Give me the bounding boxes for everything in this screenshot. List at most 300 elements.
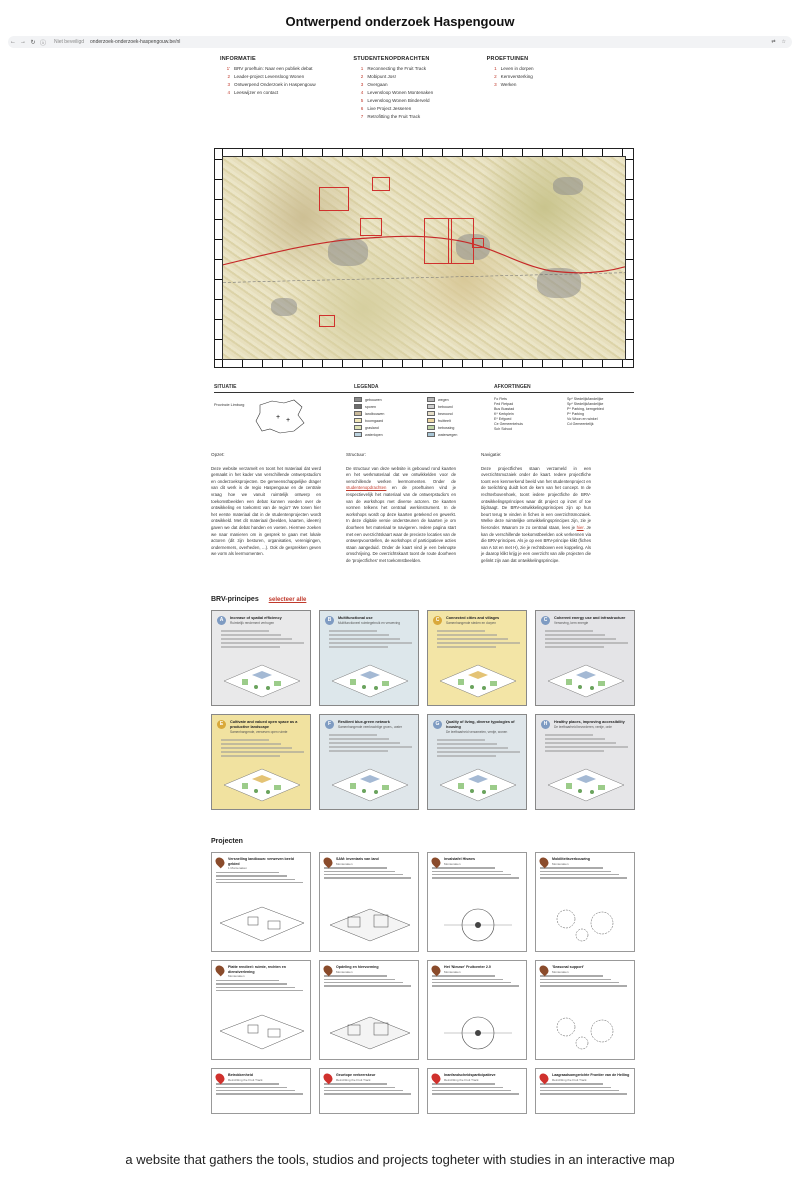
project-description: [540, 867, 630, 878]
nav-col-informatie: [220, 56, 353, 121]
legend-item: [427, 425, 494, 430]
project-description: [216, 1083, 306, 1094]
text-line: [329, 746, 412, 748]
legenda-heading: LEGENDA: [354, 384, 494, 393]
text-line: [221, 751, 304, 753]
brv-card-c[interactable]: [535, 610, 635, 706]
project-description: [216, 872, 306, 883]
text-line: [324, 982, 403, 984]
project-title: Inanfandscheidsparticipatieve: [444, 1073, 496, 1077]
nav-item-number: 4: [227, 90, 230, 95]
brv-card-title: Multifunctional use: [338, 616, 373, 620]
text-line: [437, 743, 497, 745]
text-line: [329, 638, 400, 640]
text-line: [432, 871, 503, 873]
text-line: [540, 985, 627, 987]
map-ruler-bottom: [222, 360, 626, 367]
legend-label: fruitteelt: [438, 418, 451, 423]
projects-grid: [211, 852, 635, 1114]
brv-letter-badge: C: [433, 616, 442, 625]
legend-item: [354, 411, 421, 416]
text-line: [216, 1083, 279, 1085]
brv-card-bullets: [433, 739, 521, 757]
text-line: [540, 871, 611, 873]
brv-heading: [211, 596, 306, 603]
text-line: [216, 983, 287, 985]
text-line: [329, 750, 388, 752]
brv-card-subtitle: Samenhangende steden en dorpen: [446, 621, 496, 625]
brv-letter-badge: E: [217, 720, 226, 729]
project-description: [324, 867, 414, 878]
nav-item-studenten[interactable]: [353, 65, 486, 73]
brv-card-h[interactable]: [535, 714, 635, 810]
nav-item-label: Reconnecting the Fruit Track: [367, 66, 427, 71]
brv-card-b[interactable]: [319, 610, 419, 706]
project-card[interactable]: [319, 1068, 419, 1114]
nav-col-proeftuinen: [487, 56, 620, 121]
text-line: [432, 874, 511, 876]
legend-label: grasland: [365, 425, 379, 430]
text-line: [437, 634, 497, 636]
studentenopdrachten-link[interactable]: studentenopdrachten: [346, 485, 387, 491]
text-line: [432, 1090, 511, 1092]
legend-swatch: [354, 418, 362, 423]
text-line: [324, 874, 403, 876]
browser-address-bar[interactable]: [8, 36, 792, 48]
text-line: [221, 743, 281, 745]
url-text[interactable]: onderzoek-onderzoek-haspengouw.be/nl: [90, 39, 181, 45]
abbreviation-entry: Fo Fiets: [494, 397, 507, 401]
opzet-heading: Opzet:: [211, 452, 225, 457]
brv-card-subtitle: Samenhangende, verweven open ruimte: [230, 730, 288, 734]
brv-card-title: Healthy places, improving accessibility: [554, 720, 625, 724]
navigatie-body: [481, 466, 591, 565]
image-caption: a website that gathers the tools, studios and projects togheter with studies in an interactive map: [125, 1152, 675, 1167]
nav-item-studenten[interactable]: [353, 89, 486, 97]
text-line: [324, 1083, 387, 1085]
legend-swatch: [354, 397, 362, 402]
text-line: [540, 1093, 627, 1095]
nav-item-number: 2: [494, 74, 497, 79]
nav-item-number: 7: [360, 114, 364, 119]
project-subtitle: Montenaken: [228, 974, 245, 979]
text-line: [545, 738, 605, 740]
bookmark-star-icon[interactable]: ☆: [781, 39, 786, 45]
brv-letter-badge: H: [541, 720, 550, 729]
project-subtitle: Montenaken: [552, 969, 569, 974]
nav-item-studenten[interactable]: [353, 113, 486, 121]
project-card[interactable]: [427, 852, 527, 952]
text-line: [221, 630, 269, 632]
map-pin-icon: [214, 964, 227, 977]
back-icon[interactable]: ←: [10, 39, 16, 45]
project-subtitle: Montenaken: [336, 969, 353, 974]
legend-item: [354, 418, 421, 423]
map-ruler-left: [215, 156, 222, 360]
brv-card-subtitle: Ruimtelijk rendement verhogen: [230, 621, 275, 625]
structuur-text-a: De structuur van deze website is gebouwd rond kaarten en het werkmateriaal dat we ontwikkelden voor de verschillende werken leermomenten. Onder de: [346, 465, 456, 484]
nav-item-label: Levensloog Wonen Binderveld: [367, 98, 430, 103]
text-line: [221, 634, 281, 636]
brv-card-title: Connected cities and villages: [446, 616, 500, 620]
nav-item-label: Live Project Jesseren: [367, 106, 412, 111]
text-line: [437, 630, 485, 632]
project-area-box[interactable]: [448, 218, 474, 264]
legend-label: sporen: [365, 404, 376, 409]
legend-swatch: [427, 418, 435, 423]
project-description: [216, 980, 306, 991]
text-line: [216, 1087, 287, 1089]
brv-card-g[interactable]: [427, 714, 527, 810]
interactive-map[interactable]: [214, 148, 634, 368]
nav-item-label: Leader-project Levensloog Wonen: [234, 74, 305, 79]
nav-item-label: Retrofitting the Fruit Track: [367, 114, 421, 119]
text-line: [216, 882, 303, 884]
project-subtitle: Retrofitting the Fruit Track: [228, 1077, 263, 1082]
project-title: Invalstafel Hiswes: [444, 857, 475, 861]
project-subtitle: Montenaken: [336, 861, 353, 866]
text-line: [324, 871, 395, 873]
nav-heading-informatie: INFORMATIE: [220, 56, 256, 62]
structuur-text-b: en de proeftuinen vind je respectievelijk het materiaal van de ontwerpstudio's en van de workshops met diverse actoren. De kaarten vormen telkens het centraal werkinstrument. In de workshops wordt op deze kaarten getekend en gewerkt. In deze digitale versie ondersteunen de kaarten je om doorheen het materiaal te navigeren. Iedere pagina start met een overzichtskaart waar de precieze locaties van de ontwerpvoorstellen, de workshops of participatieve acties staan aangeduid. Onder de kaart vind je een beknopte omschrijving. De overzichtskaart toont de route doorheen de 'projectfiches' met toekomstbeelden.: [346, 485, 456, 563]
brv-illustration: [222, 661, 302, 699]
nav-item-label: Leven in dorpen: [500, 66, 534, 71]
project-area-box[interactable]: [372, 177, 390, 191]
nav-item-proeftuinen[interactable]: [487, 65, 620, 73]
text-line: [221, 638, 292, 640]
brv-letter-badge: B: [325, 616, 334, 625]
nav-item-studenten[interactable]: [353, 105, 486, 113]
legend-label: waterwegen: [438, 432, 458, 437]
text-line: [432, 1093, 519, 1095]
nav-item-proeftuinen[interactable]: [487, 73, 620, 81]
legend-item: [427, 432, 494, 437]
project-subtitle: Retrofitting the Fruit Track: [444, 1077, 479, 1082]
brv-card-bullets: [217, 739, 305, 757]
abbreviation-entry: P* Parking, kerngebied: [567, 407, 604, 411]
project-card[interactable]: [427, 1068, 527, 1114]
text-line: [216, 980, 279, 982]
text-line: [437, 739, 485, 741]
legend-swatch: [427, 432, 435, 437]
brv-card-title: Resilient blue-green network: [338, 720, 390, 724]
nav-item-label: BRV proeftuin: Naar een publiek debat: [234, 66, 313, 71]
legend-swatch: [427, 404, 435, 409]
text-line: [324, 975, 387, 977]
text-line: [432, 982, 511, 984]
text-line: [437, 638, 508, 640]
abbreviation-entry: Sp* Stedelijk/landelijke: [567, 397, 604, 401]
text-line: [216, 879, 295, 881]
project-card[interactable]: [535, 960, 635, 1060]
nav-item-label: Werken: [500, 82, 517, 87]
project-card[interactable]: [535, 852, 635, 952]
navigatie-text-a: Deze projectfiches staan verzameld in een overzichtsmozaiek onder de kaart. Iedere projectfiche toont een kenmerkend beeld van het studentenproject en de toelichting duidt kort de kern van het concept. In de rechterbovenhoek, toont iedere projectfiche de BRV-ontwikkelingsprincipes waar dit project op inzet of toe bijdraagt. De BRV-ontwikkelingsprincipes zijn op hun beurt terug te vinden in fiches in een overzichtsmozaiek. Welke deze ruimtelijke ontwikkelingsprincipes zijn, zie je hieronder. Waarom ze zo centraal staan, lees je: [481, 465, 591, 530]
map-legend-row: [214, 384, 634, 437]
project-description: [432, 1083, 522, 1094]
nav-item-proeftuinen[interactable]: [487, 81, 620, 89]
project-area-box[interactable]: [319, 315, 335, 327]
legend-swatch: [354, 432, 362, 437]
project-subtitle: Montenaken: [552, 861, 569, 866]
intro-text-columns: [211, 452, 591, 565]
nav-col-studentenopdrachten: [353, 56, 486, 121]
abbreviation-entry: Fed Fietpad: [494, 402, 514, 406]
text-line: [545, 630, 593, 632]
project-title: Het 'Nieuwe' Fruitcenter 2.0: [444, 965, 491, 969]
text-line: [545, 646, 604, 648]
text-line: [221, 739, 269, 741]
project-drawing: [542, 903, 630, 945]
province-outline-icon: [250, 397, 310, 437]
structuur-body: [346, 466, 456, 565]
project-title: Betrokkenheid: [228, 1073, 253, 1077]
text-line: [216, 1090, 295, 1092]
project-subtitle: Retrofitting the Fruit Track: [552, 1077, 587, 1082]
text-line: [432, 1083, 495, 1085]
project-description: [324, 975, 414, 986]
text-line: [545, 638, 616, 640]
brv-card-title: Cultivate and valued open space as a productive landscape: [230, 720, 298, 729]
legend-label: boomgaard: [365, 418, 384, 423]
project-card[interactable]: [427, 960, 527, 1060]
brv-card-bullets: [541, 630, 629, 648]
project-description: [432, 867, 522, 878]
brv-card-subtitle: De leefbaarheid bevorderen, ventje, orde: [554, 725, 612, 729]
text-line: [221, 755, 280, 757]
brv-illustration: [546, 661, 626, 699]
legend-item: [354, 432, 421, 437]
reload-icon[interactable]: ↻: [30, 39, 36, 46]
select-all-link[interactable]: selecteer alle: [268, 597, 307, 603]
nav-item-number: 1: [494, 66, 497, 71]
abbreviation-entry: P* Parking: [567, 412, 584, 416]
brv-letter-badge: A: [217, 616, 226, 625]
svg-text:+: +: [286, 417, 291, 424]
project-card[interactable]: [535, 1068, 635, 1114]
text-line: [545, 746, 628, 748]
project-area-box[interactable]: [360, 218, 382, 236]
legend-item: [354, 397, 421, 402]
nav-item-label: Mobipunt Jos!: [367, 74, 396, 79]
project-card[interactable]: [211, 852, 311, 952]
text-line: [437, 751, 520, 753]
nav-item-number: 3: [227, 82, 230, 87]
text-line: [324, 867, 387, 869]
text-line: [540, 877, 627, 879]
projecten-heading: Projecten: [211, 838, 243, 845]
legenda-panel: [354, 384, 494, 437]
structuur-heading: Structuur:: [346, 452, 366, 457]
project-title: Opdeling en hiervorming: [336, 965, 379, 969]
legend-item: [354, 425, 421, 430]
legend-label: bebouwd: [438, 404, 453, 409]
text-line: [540, 1083, 603, 1085]
project-area-box[interactable]: [472, 238, 484, 248]
text-line: [329, 646, 388, 648]
text-line: [324, 1093, 411, 1095]
text-line: [432, 1087, 503, 1089]
nav-item-studenten[interactable]: [353, 97, 486, 105]
nav-item-number: 6: [360, 106, 364, 111]
info-icon: ⓘ: [39, 40, 46, 47]
abbreviation-entry: Cd Gemeentelijk: [567, 422, 594, 426]
situatie-label: Provincie Limburg: [214, 403, 245, 407]
text-line: [540, 1087, 611, 1089]
brv-illustration: [330, 765, 410, 803]
legend-item: [427, 404, 494, 409]
text-line: [324, 979, 395, 981]
brv-illustration: [546, 765, 626, 803]
project-title: Versnelling landbouw: verweven beeld gebied: [228, 857, 294, 866]
text-line: [545, 734, 593, 736]
brv-card-subtitle: Samenhangende veerkrachtige groen-, water: [338, 725, 402, 729]
text-line: [545, 642, 628, 644]
situatie-panel: [214, 384, 354, 437]
map-pin-icon: [214, 856, 227, 869]
project-card[interactable]: [319, 852, 419, 952]
text-line: [216, 987, 295, 989]
brv-illustration: [438, 661, 518, 699]
project-title: Mobiliteitsverbouwing: [552, 857, 590, 861]
abbreviation-entry: Sch School: [494, 427, 513, 431]
nav-item-studenten[interactable]: [353, 73, 486, 81]
project-drawing: [434, 903, 522, 945]
nav-item-number: 1: [360, 66, 364, 71]
nav-item-informatie[interactable]: [220, 65, 353, 73]
brv-illustration: [438, 765, 518, 803]
brv-card-subtitle: Multifunctioneel ruimtegebruik en verweving: [338, 621, 401, 625]
legend-swatch: [427, 397, 435, 402]
legend-label: landbouwen: [365, 411, 385, 416]
navigatie-text-b: . Je kan de verschillende toekomstbeelden ook verkennen via die BRV-principes. Als je op een BRV-principe klikt (fiches van A tot en met H), zie je rechtsboven een koppeling. Als je daarop klikt krijg je een overzicht van alle projecten die gelinkt zijn aan dat ontwikkelingsprincipe.: [481, 524, 591, 563]
brv-card-a[interactable]: [211, 610, 311, 706]
nav-item-studenten[interactable]: [353, 81, 486, 89]
project-title: 'Seasonal support': [552, 965, 584, 969]
map-ruler-top: [222, 149, 626, 156]
security-label: Niet beveiligd: [54, 39, 85, 45]
text-line: [329, 742, 400, 744]
text-line: [432, 975, 495, 977]
nav-item-number: 3: [360, 82, 364, 87]
project-description: [540, 1083, 630, 1094]
brv-card-e[interactable]: [211, 714, 311, 810]
brv-card-title: Increase of spatial efficiency: [230, 616, 282, 620]
nav-item-number: 4: [360, 90, 364, 95]
brv-card-f[interactable]: [319, 714, 419, 810]
project-title: Geurtope verkeerskeur: [336, 1073, 376, 1077]
brv-card-title: Coherent energy use and infrastructure: [554, 616, 626, 620]
project-description: [432, 975, 522, 986]
brv-card-bullets: [325, 630, 413, 648]
brv-letter-badge: G: [433, 720, 442, 729]
text-line: [329, 734, 377, 736]
project-subtitle: Montenaken: [444, 861, 461, 866]
text-line: [432, 979, 503, 981]
translate-icon[interactable]: ⇄: [771, 39, 776, 45]
text-line: [432, 867, 495, 869]
nav-item-label: Ontwerpend Onderzoek in Haspengouw: [234, 82, 316, 87]
project-card[interactable]: [211, 1068, 311, 1114]
text-line: [437, 747, 508, 749]
text-line: [216, 990, 303, 992]
map-canvas[interactable]: [222, 156, 626, 360]
nav-item-informatie[interactable]: [220, 89, 353, 97]
afkortingen-heading: AFKORTINGEN: [494, 384, 634, 393]
opzet-column: [211, 452, 321, 565]
brv-card-subtitle: Verweving, kern energie: [554, 621, 589, 625]
text-line: [329, 738, 389, 740]
page-title: Ontwerpend onderzoek Haspengouw: [285, 14, 515, 29]
text-line: [540, 1090, 619, 1092]
project-drawing: [326, 1011, 414, 1053]
map-ruler-right: [626, 156, 633, 360]
project-drawing: [218, 1011, 306, 1053]
nav-heading-proeftuinen: PROEFTUINEN: [486, 56, 529, 62]
abbreviation-entry: [567, 427, 634, 431]
nav-item-number: 2: [227, 74, 230, 79]
brv-card-c[interactable]: [427, 610, 527, 706]
abbreviation-entry: K* Kerkplein: [494, 412, 514, 416]
text-line: [432, 985, 519, 987]
text-line: [216, 875, 287, 877]
abbreviation-entry: Sp* Stedelijk/landelijke: [567, 402, 604, 406]
text-line: [329, 630, 377, 632]
nav-item-informatie[interactable]: [220, 81, 353, 89]
legend-swatch: [354, 411, 362, 416]
project-card[interactable]: [211, 960, 311, 1060]
text-line: [540, 979, 611, 981]
brv-card-subtitle: De leefbaarheid verzamelen, ventje, wonen: [446, 730, 508, 734]
nav-item-label: Kernversterking: [500, 74, 533, 79]
text-line: [216, 872, 279, 874]
project-area-box[interactable]: [319, 187, 349, 211]
brv-letter-badge: C: [541, 616, 550, 625]
text-line: [221, 642, 304, 644]
legend-item: [427, 411, 494, 416]
abbreviation-entry: Bus Busstad: [494, 407, 515, 411]
text-line: [221, 747, 292, 749]
navigatie-heading: Navigatie:: [481, 452, 502, 457]
top-navigation: [220, 56, 620, 121]
abbreviation-entry: E* Erfgoed: [494, 417, 512, 421]
hier-link[interactable]: hier: [576, 524, 584, 530]
text-line: [324, 1090, 403, 1092]
text-line: [545, 634, 605, 636]
brv-principles-grid: [211, 610, 635, 810]
legend-swatch: [354, 425, 362, 430]
legend-swatch: [427, 425, 435, 430]
project-subtitle: 1 Montenaken: [228, 866, 248, 871]
nav-item-number: 5: [360, 98, 364, 103]
nav-item-label: Overgaan: [367, 82, 388, 87]
project-drawing: [218, 903, 306, 945]
brv-illustration: [330, 661, 410, 699]
project-description: [540, 975, 630, 986]
nav-heading-studentenopdrachten: STUDENTENOPDRACHTEN: [353, 56, 430, 62]
nav-item-informatie[interactable]: [220, 73, 353, 81]
brv-card-title: Quality of living, diverse typologies of housing: [446, 720, 515, 729]
forward-icon[interactable]: →: [20, 39, 26, 45]
text-line: [545, 742, 616, 744]
abbreviation-entry: Ce Gemeentehuis: [494, 422, 523, 426]
project-drawing: [542, 1011, 630, 1053]
text-line: [545, 750, 604, 752]
text-line: [329, 642, 412, 644]
project-card[interactable]: [319, 960, 419, 1060]
nav-item-number: 3: [494, 82, 497, 87]
legend-label: gebouwen: [365, 397, 382, 402]
